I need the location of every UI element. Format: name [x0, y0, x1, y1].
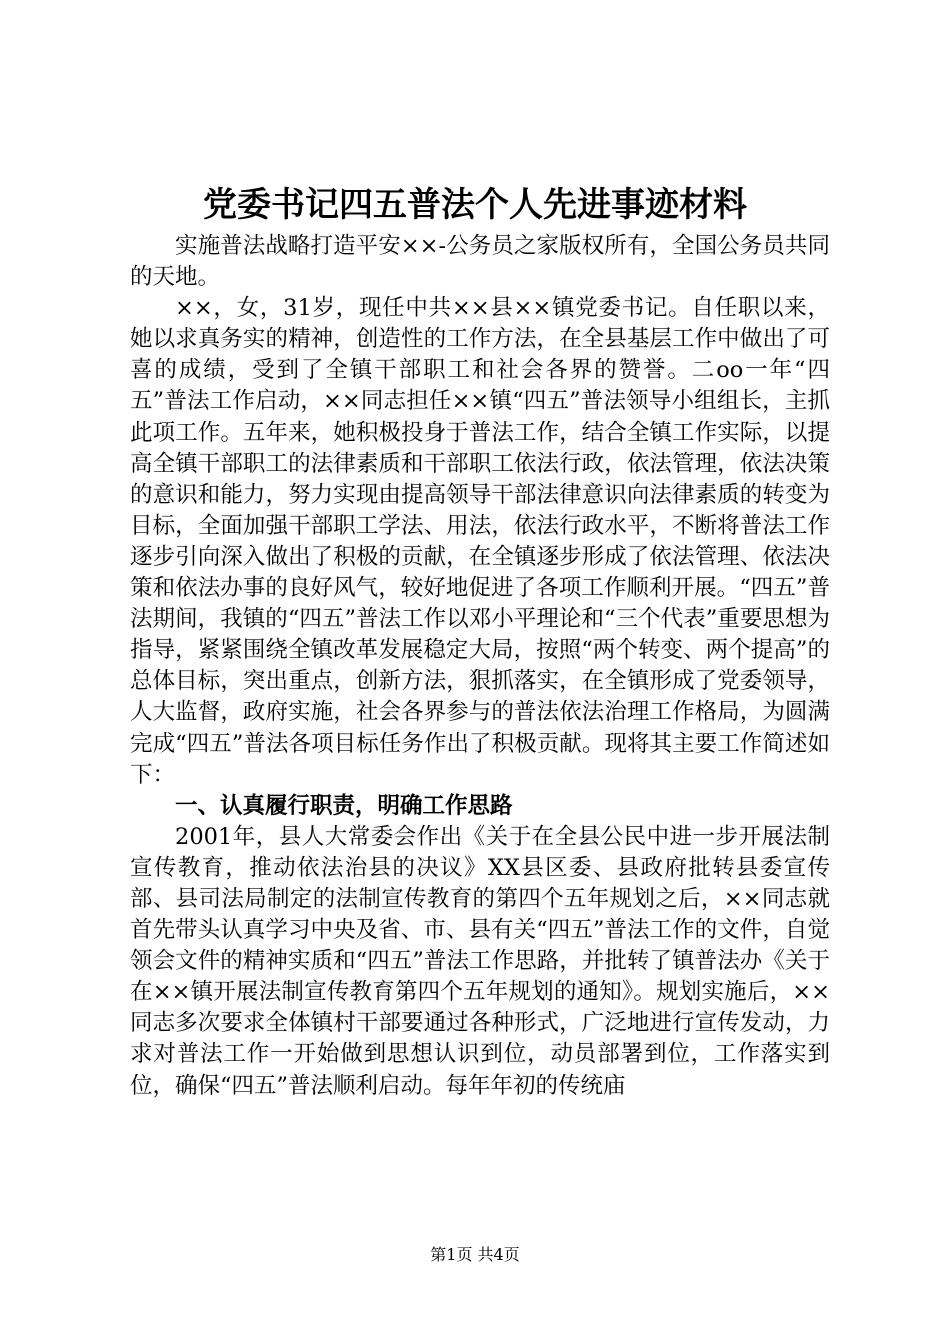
document-body	[130, 231, 830, 1102]
paragraph-section-one: 2001年，县人大常委会作出《关于在全县公民中进一步开展法制宣传教育，推动依法治县的决议》XX县区委、县政府批转县委宣传部、县司法局制定的法制宣传教育的第四个五年规划之后，××同志就首先带头认真学习中央及省、市、县有关“四五”普法工作的文件，自觉领会文件的精神实质和“四五”普法工作思路，并批转了镇普法办《关于在××镇开展法制宣传教育第四个五年规划的通知》。规划实施后，××同志多次要求全体镇村干部要通过各种形式，广泛地进行宣传发动，力求对普法工作一开始做到思想认识到位，动员部署到位，工作落实到位，确保“四五”普法顺利启动。每年年初的传统庙	[130, 823, 830, 1099]
paragraph-intro: 实施普法战略打造平安××-公务员之家版权所有，全国公务员共同的天地。	[130, 233, 830, 291]
section-heading: 一、认真履行职责，明确工作思路	[175, 792, 513, 819]
document-title: 党委书记四五普法个人先进事迹材料	[203, 185, 747, 225]
paragraph-profile: ××，女，31岁，现任中共××县××镇党委书记。自任职以来，她以求真务实的精神，创造性的工作方法，在全县基层工作中做出了可喜的成绩，受到了全镇干部职工和社会各界的赞誉。二oo一年“四五”普法工作启动，××同志担任××镇“四五”普法领导小组组长，主抓此项工作。五年来，她积极投身于普法工作，结合全镇工作实际，以提高全镇干部职工的法律素质和干部职工依法行政，依法管理，依法决策的意识和能力，努力实现由提高领导干部法律意识向法律素质的转变为目标，全面加强干部职工学法、用法，依法行政水平，不断将普法工作逐步引向深入做出了积极的贡献，在全镇逐步形成了依法管理、依法决策和依法办事的良好风气，较好地促进了各项工作顺利开展。“四五”普法期间，我镇的“四五”普法工作以邓小平理论和“三个代表”重要思想为指导，紧紧围绕全镇改革发展稳定大局，按照“两个转变、两个提高”的总体目标，突出重点，创新方法，狠抓落实，在全镇形成了党委领导，人大监督，政府实施，社会各界参与的普法依法治理工作格局，为圆满完成“四五”普法各项目标任务作出了积极贡献。现将其主要工作简述如下：	[130, 295, 830, 788]
page-footer: 第1页 共4页	[430, 1245, 520, 1264]
